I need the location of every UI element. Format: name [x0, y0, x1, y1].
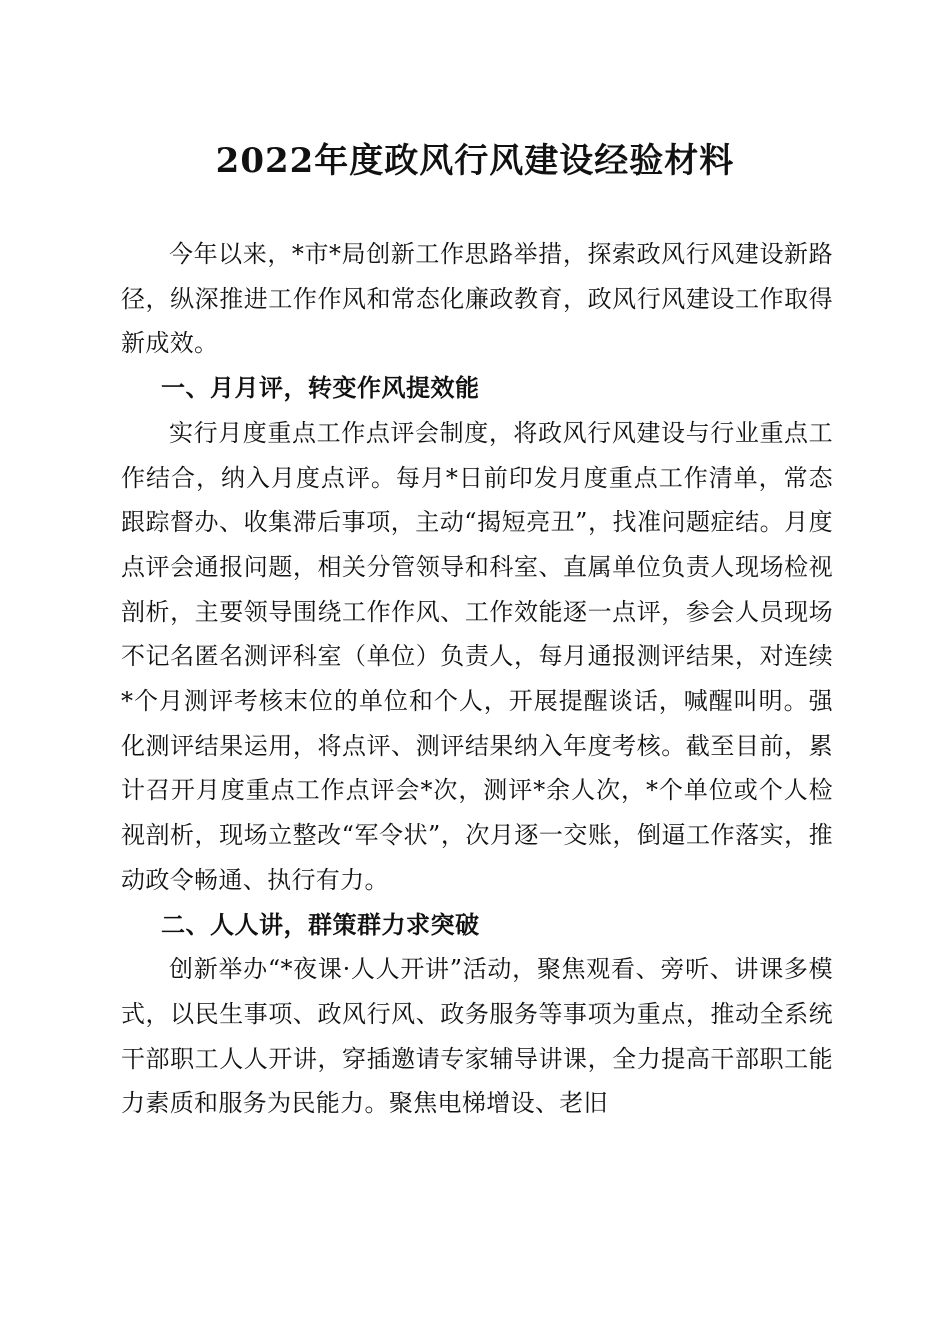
document-title: 2022年度政风行风建设经验材料: [215, 141, 735, 181]
document-body: [121, 232, 833, 1126]
section-2-heading: 二、人人讲，群策群力求突破: [161, 910, 480, 939]
section-2-paragraph: 创新举办“*夜课·人人开讲”活动，聚焦观看、旁听、讲课多模式，以民生事项、政风行风、政务服务等事项为重点，推动全系统干部职工人人开讲，穿插邀请专家辅导讲课，全力提高干部职工能力素质和服务为民能力。聚焦电梯增设、老旧: [121, 955, 833, 1118]
section-1-paragraph: 实行月度重点工作点评会制度，将政风行风建设与行业重点工作结合，纳入月度点评。每月*日前印发月度重点工作清单，常态跟踪督办、收集滞后事项，主动“揭短亮丑”，找准问题症结。月度点评会通报问题，相关分管领导和科室、直属单位负责人现场检视剖析，主要领导围绕工作作风、工作效能逐一点评，参会人员现场不记名匿名测评科室（单位）负责人，每月通报测评结果，对连续*个月测评考核末位的单位和个人，开展提醒谈话，喊醒叫明。强化测评结果运用，将点评、测评结果纳入年度考核。截至目前，累计召开月度重点工作点评会*次，测评*余人次，*个单位或个人检视剖析，现场立整改“军令状”，次月逐一交账，倒逼工作落实，推动政令畅通、执行有力。: [121, 418, 833, 894]
section-1-heading: 一、月月评，转变作风提效能: [161, 374, 480, 403]
intro-paragraph: 今年以来，*市*局创新工作思路举措，探索政风行风建设新路径，纵深推进工作作风和常态化廉政教育，政风行风建设工作取得新成效。: [121, 240, 833, 358]
